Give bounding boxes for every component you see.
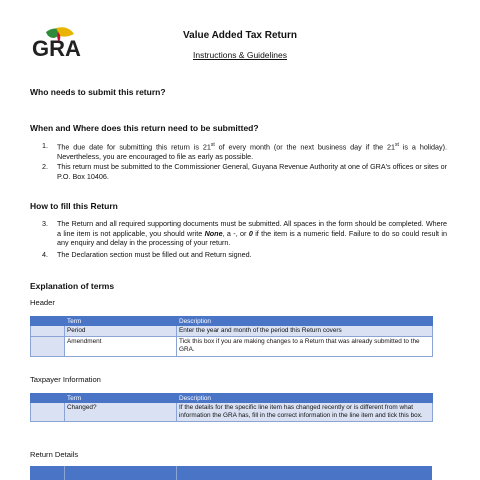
section-heading-when: When and Where does this return need to be submitted? bbox=[30, 123, 259, 133]
table-header-term: Term bbox=[65, 317, 177, 326]
table-row bbox=[31, 326, 433, 337]
logo-text: GRA bbox=[32, 36, 81, 61]
page-subtitle: Instructions & Guidelines bbox=[192, 50, 288, 60]
table-caption-header: Header bbox=[30, 298, 55, 307]
table-header-row bbox=[31, 317, 433, 326]
table-header-row bbox=[31, 394, 433, 403]
table-caption-return-details: Return Details bbox=[30, 450, 79, 459]
term-cell: Amendment bbox=[65, 337, 177, 356]
list-text: This return must be submitted to the Commissioner General, Guyana Revenue Authority at one of GRA's offices or sites or P.O. Box 10406. bbox=[57, 162, 447, 181]
return-details-table-header bbox=[30, 466, 432, 480]
table-caption-taxpayer: Taxpayer Information bbox=[30, 375, 101, 384]
table-row bbox=[31, 403, 433, 422]
section-heading-how: How to fill this Return bbox=[30, 201, 118, 211]
description-cell: If the details for the specific line item has changed recently or is different from what information the GRA has, fill in the correct information in the line item and tick this box. bbox=[177, 403, 433, 422]
table-divider bbox=[176, 466, 177, 480]
table-header-description: Description bbox=[177, 317, 433, 326]
section-heading-who: Who needs to submit this return? bbox=[30, 87, 166, 97]
term-cell: Period bbox=[65, 326, 177, 337]
list-number: 4. bbox=[42, 250, 48, 259]
taxpayer-terms-table bbox=[30, 393, 433, 422]
list-item bbox=[42, 141, 447, 161]
table-header-term: Term bbox=[65, 394, 177, 403]
list-text: The Return and all required supporting documents must be submitted. All spaces in the form should be completed. Where a line item is not applicable, you should write None, a -, or 0 if the item is a numeric field. Failure to do so could result in any enquiry and delay in the processing of your return. bbox=[57, 219, 448, 248]
table-header-cell bbox=[31, 394, 65, 403]
list-item bbox=[42, 250, 442, 260]
description-cell: Enter the year and month of the period this Return covers bbox=[177, 326, 433, 337]
table-cell bbox=[31, 337, 65, 356]
list-number: 2. bbox=[42, 162, 48, 171]
table-divider bbox=[64, 466, 65, 480]
table-header-description: Description bbox=[177, 394, 433, 403]
table-row bbox=[31, 337, 433, 356]
list-text: The due date for submitting this return is 21st of every month (or the next business day if the 21st is a holiday). Nevertheless, you are encouraged to file as early as possible. bbox=[57, 142, 447, 161]
page-title: Value Added Tax Return bbox=[183, 30, 297, 41]
section-heading-terms: Explanation of terms bbox=[30, 281, 115, 291]
list-item bbox=[42, 219, 448, 249]
description-cell: Tick this box if you are making changes to a Return that was already submitted to the GRA. bbox=[177, 337, 433, 356]
list-number: 3. bbox=[42, 219, 48, 228]
list-number: 1. bbox=[42, 141, 48, 150]
term-cell: Changed? bbox=[65, 403, 177, 422]
list-text: The Declaration section must be filled out and Return signed. bbox=[57, 250, 252, 259]
gra-logo bbox=[32, 26, 96, 66]
header-terms-table bbox=[30, 316, 433, 357]
list-item bbox=[42, 162, 447, 182]
table-cell bbox=[31, 403, 65, 422]
table-cell bbox=[31, 326, 65, 337]
table-header-cell bbox=[31, 317, 65, 326]
